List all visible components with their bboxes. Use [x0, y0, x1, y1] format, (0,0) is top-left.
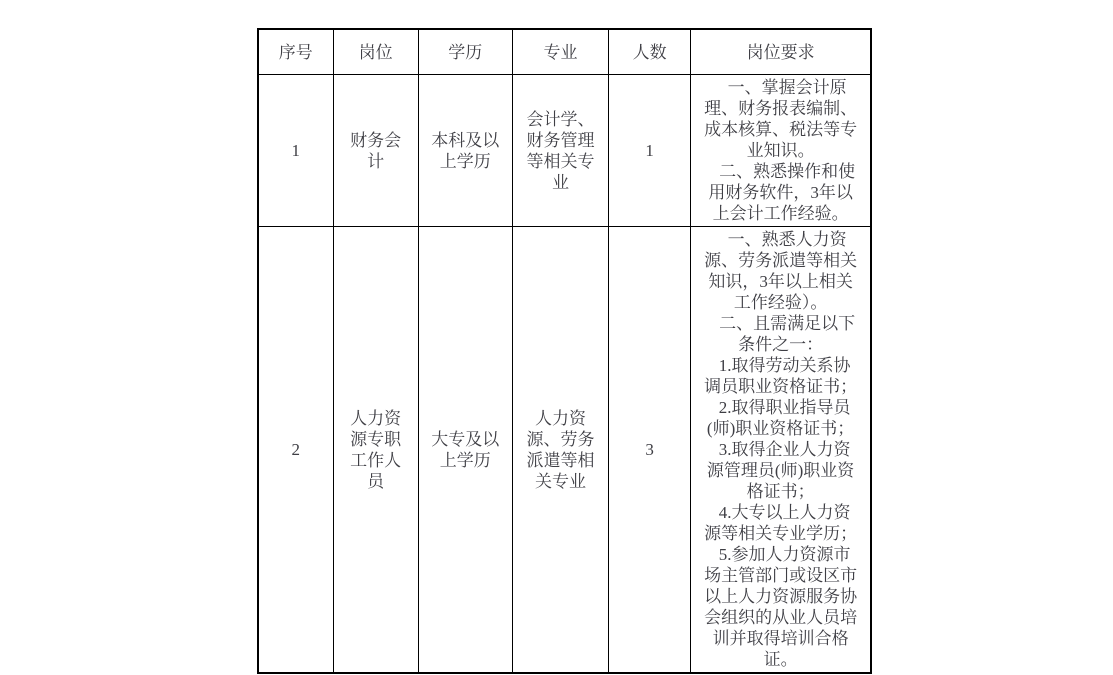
cell-education: 本科及以上学历: [418, 75, 512, 227]
col-header-index: 序号: [258, 29, 333, 75]
cell-major: 人力资源、劳务派遣等相关专业: [512, 227, 608, 674]
header-row: [258, 29, 871, 75]
cell-requirements: [691, 75, 871, 227]
col-header-requirements: 岗位要求: [691, 29, 871, 75]
cell-index: 2: [258, 227, 333, 674]
col-header-major: 专业: [512, 29, 608, 75]
col-header-position: 岗位: [333, 29, 418, 75]
requirement-paragraph: 一、掌握会计原理、财务报表编制、成本核算、税法等专业知识。: [704, 78, 858, 160]
requirement-paragraph: 一、熟悉人力资源、劳务派遣等相关知识，3年以上相关工作经验）。: [704, 230, 858, 312]
cell-index: 1: [258, 75, 333, 227]
table-row: [258, 227, 871, 674]
col-header-headcount: 人数: [609, 29, 691, 75]
requirement-paragraph: 4.大专以上人力资源等相关专业学历；: [704, 503, 858, 543]
requirement-paragraph: 2.取得职业指导员(师)职业资格证书；: [706, 398, 855, 438]
cell-major: 会计学、财务管理等相关专业: [512, 75, 608, 227]
recruitment-table: [257, 28, 872, 674]
requirement-paragraph: 5.参加人力资源市场主管部门或设区市以上人力资源服务协会组织的从业人员培训并取得培训合格证。: [704, 545, 858, 669]
requirement-paragraph: 二、熟悉操作和使用财务软件，3年以上会计工作经验。: [708, 162, 856, 223]
cell-position: 财务会计: [333, 75, 418, 227]
requirement-paragraph: 二、且需满足以下条件之一：: [719, 314, 856, 354]
requirement-paragraph: 3.取得企业人力资源管理员(师)职业资格证书；: [706, 440, 855, 501]
table-body: [258, 75, 871, 674]
cell-headcount: 3: [609, 227, 691, 674]
table-row: [258, 75, 871, 227]
col-header-education: 学历: [418, 29, 512, 75]
cell-requirements: [691, 227, 871, 674]
cell-position: 人力资源专职工作人员: [333, 227, 418, 674]
cell-education: 大专及以上学历: [418, 227, 512, 674]
requirement-paragraph: 1.取得劳动关系协调员职业资格证书；: [704, 356, 858, 396]
cell-headcount: 1: [609, 75, 691, 227]
